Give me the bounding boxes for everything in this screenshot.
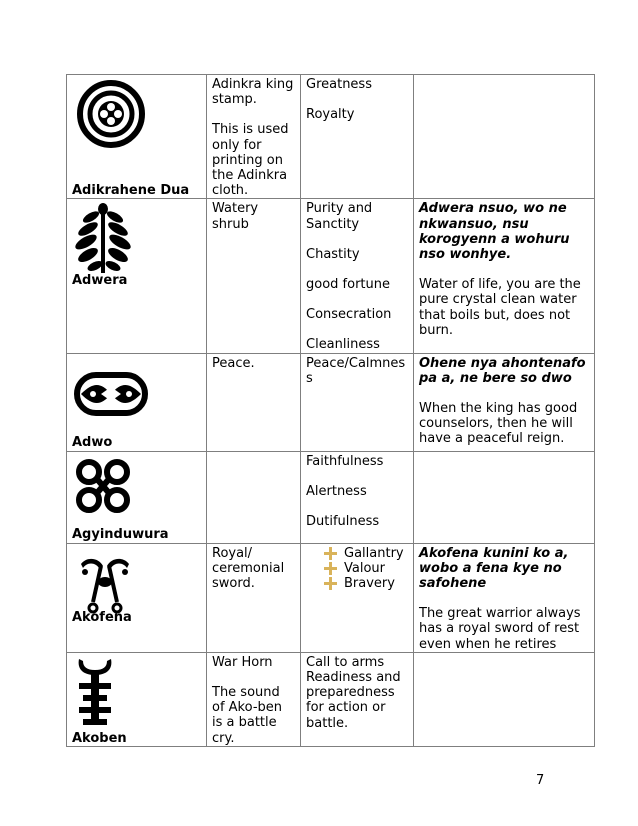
proverb-quote: Ohene nya ahontenafo pa a, ne bere so dwo	[419, 355, 586, 386]
akofena-icon	[73, 554, 137, 618]
symbolism-text: Greatness	[306, 77, 372, 92]
symbolism-text: Royalty	[306, 107, 355, 123]
symbol-name: Akofena	[72, 609, 132, 625]
symbol-name: Adwo	[72, 435, 113, 451]
cross-bullet-icon	[324, 577, 337, 590]
symbolism-text: Call to arms Readiness and preparedness for action or battle.	[306, 654, 401, 731]
meaning-text: Adinkra king stamp.	[212, 77, 294, 108]
proverb-translation: Water of life, you are the pure crystal clean water that boils but, does not burn.	[419, 277, 581, 338]
meaning-text: Royal/ ceremonial sword.	[212, 545, 285, 592]
symbolism-cell	[301, 652, 414, 746]
meaning-cell	[207, 353, 301, 451]
meaning-cell	[207, 652, 301, 746]
meaning-text: War Horn	[212, 654, 273, 670]
proverb-quote: Akofena kunini ko a, wobo a fena kye no safohene	[419, 545, 569, 592]
symbolism-text: Purity and Sanctity	[306, 201, 373, 232]
proverb-translation: When the king has good counselors, then he will have a peaceful reign.	[419, 401, 578, 447]
meaning-cell	[207, 75, 301, 199]
table-row	[67, 451, 595, 543]
symbolism-text: good fortune	[306, 277, 390, 293]
symbolism-cell	[301, 543, 414, 652]
list-item: Gallantry	[324, 546, 409, 561]
symbolism-list	[306, 546, 409, 592]
list-item: Bravery	[324, 576, 409, 591]
meaning-text: This is used only for printing on the Adinkra cloth.	[212, 122, 289, 199]
table-row	[67, 353, 595, 451]
symbolism-text: Dutifulness	[306, 514, 380, 530]
symbolism-text: Alertness	[306, 483, 367, 499]
meaning-cell	[207, 543, 301, 652]
meaning-text: The sound of Ako-ben is a battle cry.	[212, 685, 282, 746]
symbol-cell	[67, 353, 207, 451]
adinkra-symbol-table	[66, 74, 595, 747]
table-row	[67, 543, 595, 652]
proverb-cell	[414, 353, 595, 451]
symbolism-cell	[301, 75, 414, 199]
meaning-cell	[207, 199, 301, 353]
symbolism-text: Chastity	[306, 246, 360, 262]
adinkrahene-icon	[73, 79, 149, 149]
proverb-cell	[414, 199, 595, 353]
meaning-text: Watery shrub	[212, 201, 259, 232]
symbol-cell	[67, 543, 207, 652]
akoben-icon	[73, 655, 117, 727]
symbolism-text: Cleanliness	[306, 337, 380, 353]
adwo-icon	[73, 372, 149, 416]
symbol-name: Adwera	[72, 273, 128, 289]
symbolism-text: Peace/Calmnes s	[306, 355, 406, 386]
proverb-translation: The great warrior always has a royal sword of rest even when he retires	[419, 606, 581, 652]
page-number: 7	[536, 773, 545, 788]
agyinduwura-icon	[73, 457, 133, 515]
proverb-cell	[414, 543, 595, 652]
meaning-cell	[207, 451, 301, 543]
proverb-quote: Adwera nsuo, wo ne nkwansuo, nsu korogyenn a wohuru nso wonhye.	[419, 201, 570, 263]
symbol-cell	[67, 199, 207, 353]
symbol-cell	[67, 652, 207, 746]
symbol-cell	[67, 75, 207, 199]
meaning-text: Peace.	[212, 355, 255, 371]
symbol-name: Agyinduwura	[72, 527, 169, 543]
proverb-cell	[414, 652, 595, 746]
table-row	[67, 199, 595, 353]
symbolism-cell	[301, 451, 414, 543]
table-row	[67, 75, 595, 199]
symbol-name: Adikrahene Dua	[72, 183, 190, 199]
symbolism-text: Consecration	[306, 307, 392, 323]
list-item: Valour	[324, 561, 409, 576]
adwera-icon	[73, 203, 133, 275]
symbolism-cell	[301, 199, 414, 353]
cross-bullet-icon	[324, 547, 337, 560]
proverb-cell	[414, 451, 595, 543]
proverb-cell	[414, 75, 595, 199]
table-row	[67, 652, 595, 746]
symbol-cell	[67, 451, 207, 543]
symbol-name: Akoben	[72, 730, 127, 746]
symbolism-cell	[301, 353, 414, 451]
symbolism-text: Faithfulness	[306, 453, 384, 469]
cross-bullet-icon	[324, 562, 337, 575]
